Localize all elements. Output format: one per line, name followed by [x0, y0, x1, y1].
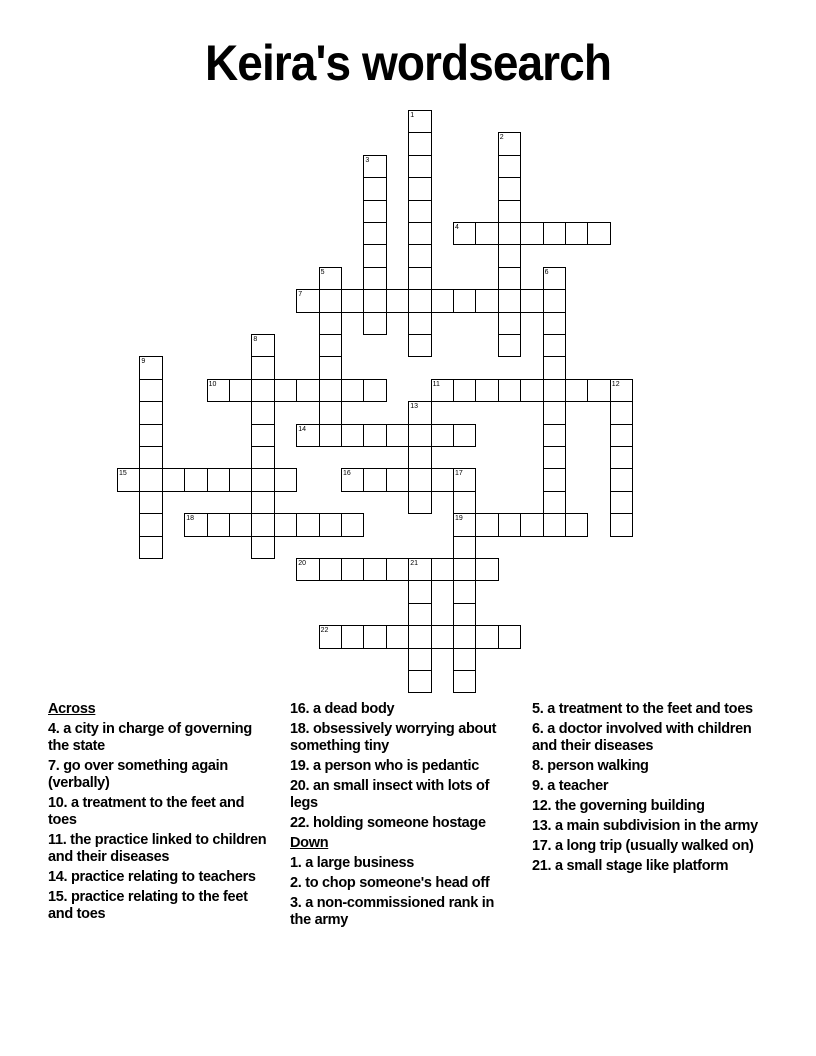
grid-cell[interactable] — [610, 468, 633, 491]
grid-cell[interactable] — [610, 446, 633, 469]
grid-cell[interactable] — [363, 200, 386, 223]
grid-cell[interactable] — [565, 222, 588, 245]
grid-cell[interactable] — [139, 424, 162, 447]
grid-cell[interactable] — [408, 401, 431, 424]
clue-number: 3 — [365, 156, 370, 164]
grid-cell[interactable] — [543, 222, 566, 245]
clue-down-9: 9. a teacher — [532, 778, 609, 794]
clue-number: 10 — [208, 380, 217, 388]
grid-cell[interactable] — [386, 625, 409, 648]
clue-column-1 — [48, 701, 276, 926]
grid-cell[interactable] — [363, 267, 386, 290]
grid-cell[interactable] — [453, 648, 476, 671]
grid-cell[interactable] — [408, 603, 431, 626]
grid-cell[interactable] — [498, 289, 521, 312]
grid-cell[interactable] — [610, 491, 633, 514]
grid-cell[interactable] — [274, 379, 297, 402]
grid-cell[interactable] — [319, 334, 342, 357]
clue-number: 19 — [455, 515, 463, 523]
clue-number: 15 — [119, 470, 127, 478]
clue-across-18: 18. obsessively worrying about something tiny — [290, 721, 497, 754]
grid-cell[interactable] — [319, 401, 342, 424]
grid-cell[interactable] — [363, 177, 386, 200]
down-heading: Down — [290, 835, 329, 851]
grid-cell[interactable] — [498, 513, 521, 536]
grid-cell[interactable] — [319, 379, 342, 402]
clue-across-22: 22. holding someone hostage — [290, 815, 486, 831]
clue-number: 12 — [611, 380, 620, 388]
grid-cell[interactable] — [475, 558, 498, 581]
clue-column-3 — [532, 701, 760, 878]
grid-cell[interactable] — [408, 177, 431, 200]
grid-cell[interactable] — [498, 244, 521, 267]
grid-cell[interactable] — [408, 110, 431, 133]
grid-cell[interactable] — [296, 289, 319, 312]
grid-cell[interactable] — [610, 424, 633, 447]
grid-cell[interactable] — [408, 491, 431, 514]
grid-cell[interactable] — [408, 424, 431, 447]
grid-cell[interactable] — [341, 468, 364, 491]
grid-cell[interactable] — [207, 513, 230, 536]
grid-cell[interactable] — [296, 558, 319, 581]
grid-cell[interactable] — [543, 289, 566, 312]
grid-cell[interactable] — [408, 625, 431, 648]
grid-cell[interactable] — [408, 580, 431, 603]
page-title: Keira's wordsearch — [204, 35, 612, 91]
grid-cell[interactable] — [520, 379, 543, 402]
grid-cell[interactable] — [296, 424, 319, 447]
grid-cell[interactable] — [498, 222, 521, 245]
clue-down-5: 5. a treatment to the feet and toes — [532, 701, 753, 717]
grid-cell[interactable] — [453, 222, 476, 245]
grid-cell[interactable] — [408, 200, 431, 223]
grid-cell[interactable] — [139, 379, 162, 402]
clue-down-1: 1. a large business — [290, 855, 415, 871]
clue-down-3: 3. a non-commissioned rank in the army — [290, 895, 495, 928]
grid-cell[interactable] — [498, 177, 521, 200]
grid-cell[interactable] — [453, 536, 476, 559]
grid-cell[interactable] — [319, 513, 342, 536]
grid-cell[interactable] — [453, 558, 476, 581]
grid-cell[interactable] — [431, 379, 454, 402]
clue-number: 17 — [455, 470, 463, 478]
clue-number: 8 — [253, 336, 258, 343]
grid-cell[interactable] — [453, 625, 476, 648]
clue-down-12: 12. the governing building — [532, 798, 705, 814]
grid-cell[interactable] — [543, 424, 566, 447]
grid-cell[interactable] — [543, 468, 566, 491]
clue-number: 7 — [298, 291, 303, 299]
grid-cell[interactable] — [408, 132, 431, 155]
grid-cell[interactable] — [543, 334, 566, 357]
grid-cell[interactable] — [565, 513, 588, 536]
grid-cell[interactable] — [543, 491, 566, 514]
grid-cell[interactable] — [543, 312, 566, 335]
clue-column-2 — [290, 701, 518, 932]
grid-cell[interactable] — [139, 491, 162, 514]
grid-cell[interactable] — [408, 289, 431, 312]
clue-across-4: 4. a city in charge of governing the state — [48, 721, 252, 754]
grid-cell[interactable] — [139, 513, 162, 536]
grid-cell[interactable] — [498, 379, 521, 402]
grid-cell[interactable] — [319, 558, 342, 581]
grid-cell[interactable] — [475, 625, 498, 648]
grid-cell[interactable] — [408, 244, 431, 267]
grid-cell[interactable] — [408, 334, 431, 357]
grid-cell[interactable] — [543, 446, 566, 469]
grid-cell[interactable] — [207, 379, 230, 402]
grid-cell[interactable] — [431, 424, 454, 447]
grid-cell[interactable] — [386, 468, 409, 491]
grid-cell[interactable] — [341, 513, 364, 536]
grid-cell[interactable] — [475, 222, 498, 245]
grid-cell[interactable] — [475, 379, 498, 402]
grid-cell[interactable] — [251, 536, 274, 559]
grid-cell[interactable] — [431, 625, 454, 648]
grid-cell[interactable] — [363, 424, 386, 447]
clue-number: 20 — [298, 560, 306, 567]
grid-cell[interactable] — [520, 289, 543, 312]
clue-number: 16 — [343, 470, 351, 478]
grid-cell[interactable] — [587, 379, 610, 402]
grid-cell[interactable] — [274, 468, 297, 491]
grid-cell[interactable] — [475, 289, 498, 312]
grid-cell[interactable] — [543, 513, 566, 536]
grid-cell[interactable] — [431, 558, 454, 581]
grid-cell[interactable] — [498, 200, 521, 223]
grid-cell[interactable] — [251, 424, 274, 447]
grid-cell[interactable] — [251, 468, 274, 491]
grid-cell[interactable] — [184, 468, 207, 491]
grid-cell[interactable] — [408, 648, 431, 671]
grid-cell[interactable] — [453, 670, 476, 693]
clue-down-2: 2. to chop someone's head off — [290, 875, 490, 891]
grid-cell[interactable] — [408, 446, 431, 469]
grid-cell[interactable] — [543, 356, 566, 379]
grid-cell[interactable] — [453, 603, 476, 626]
grid-cell[interactable] — [139, 468, 162, 491]
clue-number: 13 — [410, 403, 418, 411]
clue-number: 2 — [499, 134, 504, 142]
grid-cell[interactable] — [251, 334, 274, 357]
clue-number: 22 — [320, 627, 329, 635]
grid-cell[interactable] — [520, 513, 543, 536]
grid-cell[interactable] — [498, 132, 521, 155]
grid-cell[interactable] — [251, 513, 274, 536]
grid-cell[interactable] — [610, 401, 633, 424]
grid-cell[interactable] — [543, 401, 566, 424]
grid-cell[interactable] — [453, 580, 476, 603]
grid-cell[interactable] — [543, 379, 566, 402]
grid-cell[interactable] — [610, 513, 633, 536]
grid-cell[interactable] — [363, 222, 386, 245]
clue-number: 9 — [141, 358, 146, 366]
grid-cell[interactable] — [319, 356, 342, 379]
clue-number: 1 — [410, 112, 415, 119]
clue-number: 6 — [544, 268, 549, 276]
clue-number: 4 — [455, 224, 459, 231]
grid-cell[interactable] — [543, 267, 566, 290]
grid-cell[interactable] — [319, 289, 342, 312]
grid-cell[interactable] — [565, 379, 588, 402]
clue-across-11: 11. the practice linked to children and their diseases — [48, 832, 267, 865]
grid-cell[interactable] — [408, 312, 431, 335]
grid-cell[interactable] — [251, 379, 274, 402]
grid-cell[interactable] — [431, 289, 454, 312]
grid-cell[interactable] — [475, 513, 498, 536]
grid-cell[interactable] — [341, 558, 364, 581]
grid-cell[interactable] — [408, 267, 431, 290]
grid-cell[interactable] — [363, 625, 386, 648]
grid-cell[interactable] — [498, 312, 521, 335]
grid-cell[interactable] — [498, 625, 521, 648]
grid-cell[interactable] — [520, 222, 543, 245]
grid-cell[interactable] — [139, 536, 162, 559]
grid-cell[interactable] — [184, 513, 207, 536]
clue-across-16: 16. a dead body — [290, 701, 395, 717]
grid-cell[interactable] — [229, 379, 252, 402]
grid-cell[interactable] — [453, 513, 476, 536]
grid-cell[interactable] — [408, 155, 431, 178]
across-heading: Across — [48, 701, 96, 717]
grid-cell[interactable] — [319, 312, 342, 335]
grid-cell[interactable] — [251, 356, 274, 379]
grid-cell[interactable] — [453, 379, 476, 402]
clue-across-14: 14. practice relating to teachers — [48, 869, 256, 885]
grid-cell[interactable] — [363, 244, 386, 267]
grid-cell[interactable] — [386, 289, 409, 312]
grid-cell[interactable] — [341, 289, 364, 312]
grid-cell[interactable] — [363, 558, 386, 581]
grid-cell[interactable] — [341, 424, 364, 447]
grid-cell[interactable] — [498, 155, 521, 178]
grid-cell[interactable] — [408, 670, 431, 693]
clue-number: 21 — [410, 560, 418, 567]
grid-cell[interactable] — [363, 312, 386, 335]
grid-cell[interactable] — [453, 468, 476, 491]
grid-cell[interactable] — [453, 289, 476, 312]
grid-cell[interactable] — [587, 222, 610, 245]
clue-across-7: 7. go over something again (verbally) — [48, 758, 228, 791]
grid-cell[interactable] — [363, 155, 386, 178]
clue-across-15: 15. practice relating to the feet and toes — [48, 889, 248, 922]
clue-number: 18 — [186, 515, 194, 523]
grid-cell[interactable] — [229, 513, 252, 536]
grid-cell[interactable] — [319, 424, 342, 447]
clue-number: 11 — [432, 380, 440, 388]
grid-cell[interactable] — [341, 625, 364, 648]
clue-across-10: 10. a treatment to the feet and toes — [48, 795, 245, 828]
grid-cell[interactable] — [251, 401, 274, 424]
grid-cell[interactable] — [162, 468, 185, 491]
clue-number: 5 — [320, 268, 325, 276]
clue-down-8: 8. person walking — [532, 758, 649, 774]
grid-cell[interactable] — [408, 468, 431, 491]
grid-cell[interactable] — [139, 446, 162, 469]
clue-down-6: 6. a doctor involved with children and their diseases — [532, 721, 752, 754]
grid-cell[interactable] — [386, 424, 409, 447]
clue-down-13: 13. a main subdivision in the army — [532, 818, 758, 834]
grid-cell[interactable] — [207, 468, 230, 491]
grid-cell[interactable] — [341, 379, 364, 402]
grid-cell[interactable] — [386, 558, 409, 581]
grid-cell[interactable] — [319, 267, 342, 290]
clue-number: 14 — [298, 425, 306, 433]
grid-cell[interactable] — [408, 558, 431, 581]
grid-cell[interactable] — [139, 356, 162, 379]
grid-cell[interactable] — [453, 491, 476, 514]
clue-down-21: 21. a small stage like platform — [532, 858, 729, 874]
clue-across-19: 19. a person who is pedantic — [290, 758, 480, 774]
grid-cell[interactable] — [274, 513, 297, 536]
grid-cell[interactable] — [431, 468, 454, 491]
grid-cell[interactable] — [296, 513, 319, 536]
grid-cell[interactable] — [251, 446, 274, 469]
grid-cell[interactable] — [610, 379, 633, 402]
grid-cell[interactable] — [139, 401, 162, 424]
grid-cell[interactable] — [296, 379, 319, 402]
grid-cell[interactable] — [117, 468, 140, 491]
clue-across-20: 20. an small insect with lots of legs — [290, 778, 490, 811]
grid-cell[interactable] — [498, 267, 521, 290]
grid-cell[interactable] — [408, 222, 431, 245]
grid-cell[interactable] — [229, 468, 252, 491]
grid-cell[interactable] — [453, 424, 476, 447]
grid-cell[interactable] — [363, 379, 386, 402]
grid-cell[interactable] — [498, 334, 521, 357]
grid-cell[interactable] — [251, 491, 274, 514]
clue-down-17: 17. a long trip (usually walked on) — [532, 838, 754, 854]
grid-cell[interactable] — [363, 468, 386, 491]
grid-cell[interactable] — [363, 289, 386, 312]
grid-cell[interactable] — [319, 625, 342, 648]
